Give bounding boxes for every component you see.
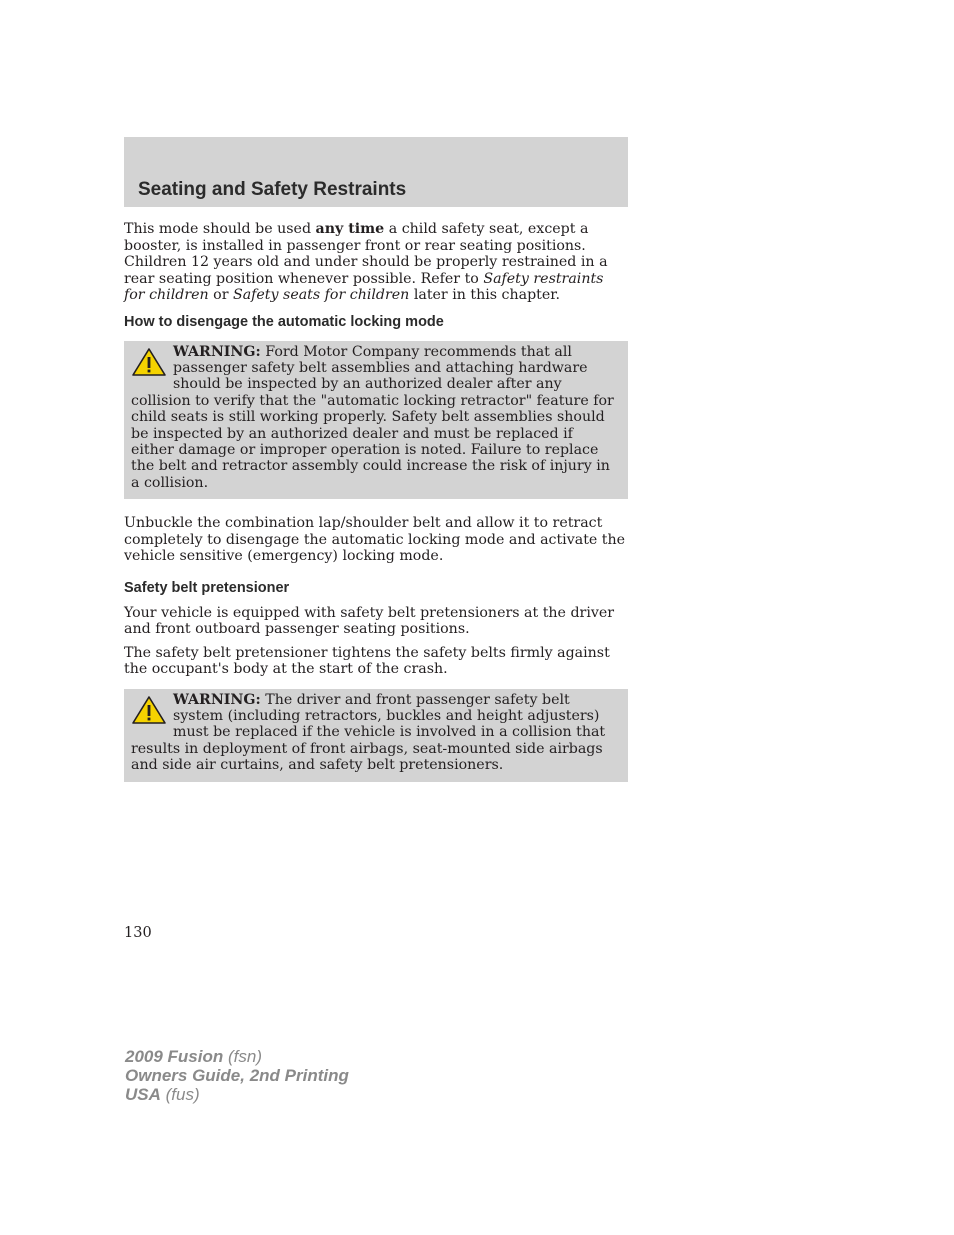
warning-text-2	[131, 692, 618, 774]
footer-printing: Owners Guide, 2nd Printing	[125, 1066, 349, 1085]
footer-market: USA	[125, 1085, 161, 1104]
disengage-heading: How to disengage the automatic locking mode	[124, 313, 444, 330]
intro-text-2: a child safety seat, except a booster, is installed in passenger front or rear seating positions. Children 12 years old and under should be properly restrained in a rear seating position whenever possible. Refer to	[124, 221, 608, 287]
warning-text-1	[131, 344, 618, 492]
pretensioner-paragraph-2: The safety belt pretensioner tightens the safety belts firmly against the occupant's body at the start of the crash.	[124, 644, 610, 678]
intro-text-1: This mode should be used	[124, 221, 316, 237]
footer-model-code: (fsn)	[223, 1047, 262, 1066]
footer-line-1	[125, 1047, 349, 1066]
ref-safety-restraints-children: Safety restraints for children	[124, 270, 604, 303]
warning-triangle-icon	[131, 347, 167, 377]
warning-box-2	[124, 689, 628, 782]
intro-text-4: later in this chapter.	[409, 287, 561, 303]
warning-triangle-icon	[131, 695, 167, 725]
warning-label: WARNING:	[173, 343, 261, 360]
footer-market-code: (fus)	[160, 1085, 200, 1104]
unbuckle-paragraph: Unbuckle the combination lap/shoulder belt and allow it to retract completely to disengage the automatic locking mode and activate the vehicle sensitive (emergency) locking mode.	[124, 515, 626, 565]
warning-body: Ford Motor Company recommends that all passenger safety belt assemblies and attaching hardware should be inspected by an authorized dealer after any collision to verify that the "automatic locking retractor" feature for child seats is still working properly. Safety belt assemblies should be inspected by an authorized dealer and must be replaced if either damage or improper operation is noted. Failure to replace the belt and retractor assembly could increase the risk of injury in a collision.	[131, 343, 614, 491]
warning-label: WARNING:	[173, 691, 261, 708]
footer-line-3	[125, 1085, 349, 1104]
page-content	[124, 221, 628, 782]
intro-text-3: or	[208, 287, 233, 303]
section-header-band	[124, 137, 628, 207]
page-number: 130	[124, 925, 152, 941]
ref-safety-seats-children: Safety seats for children	[232, 287, 410, 303]
section-title: Seating and Safety Restraints	[138, 179, 407, 200]
footer-line-2	[125, 1066, 349, 1085]
warning-body: The driver and front passenger safety belt system (including retractors, buckles and height adjusters) must be replaced if the vehicle is involved in a collision that results in deployment of front airbags, seat-mounted side airbags and side air curtains, and safety belt pretensioners.	[131, 691, 606, 774]
warning-box-1	[124, 341, 628, 500]
intro-emphasis: any time	[315, 221, 385, 237]
footer-model: 2009 Fusion	[125, 1047, 224, 1066]
pretensioner-heading: Safety belt pretensioner	[124, 579, 290, 596]
pretensioner-paragraph-1: Your vehicle is equipped with safety belt pretensioners at the driver and front outboard passenger seating positions.	[124, 604, 615, 638]
footer-edition	[125, 1047, 349, 1104]
intro-paragraph	[124, 221, 628, 304]
